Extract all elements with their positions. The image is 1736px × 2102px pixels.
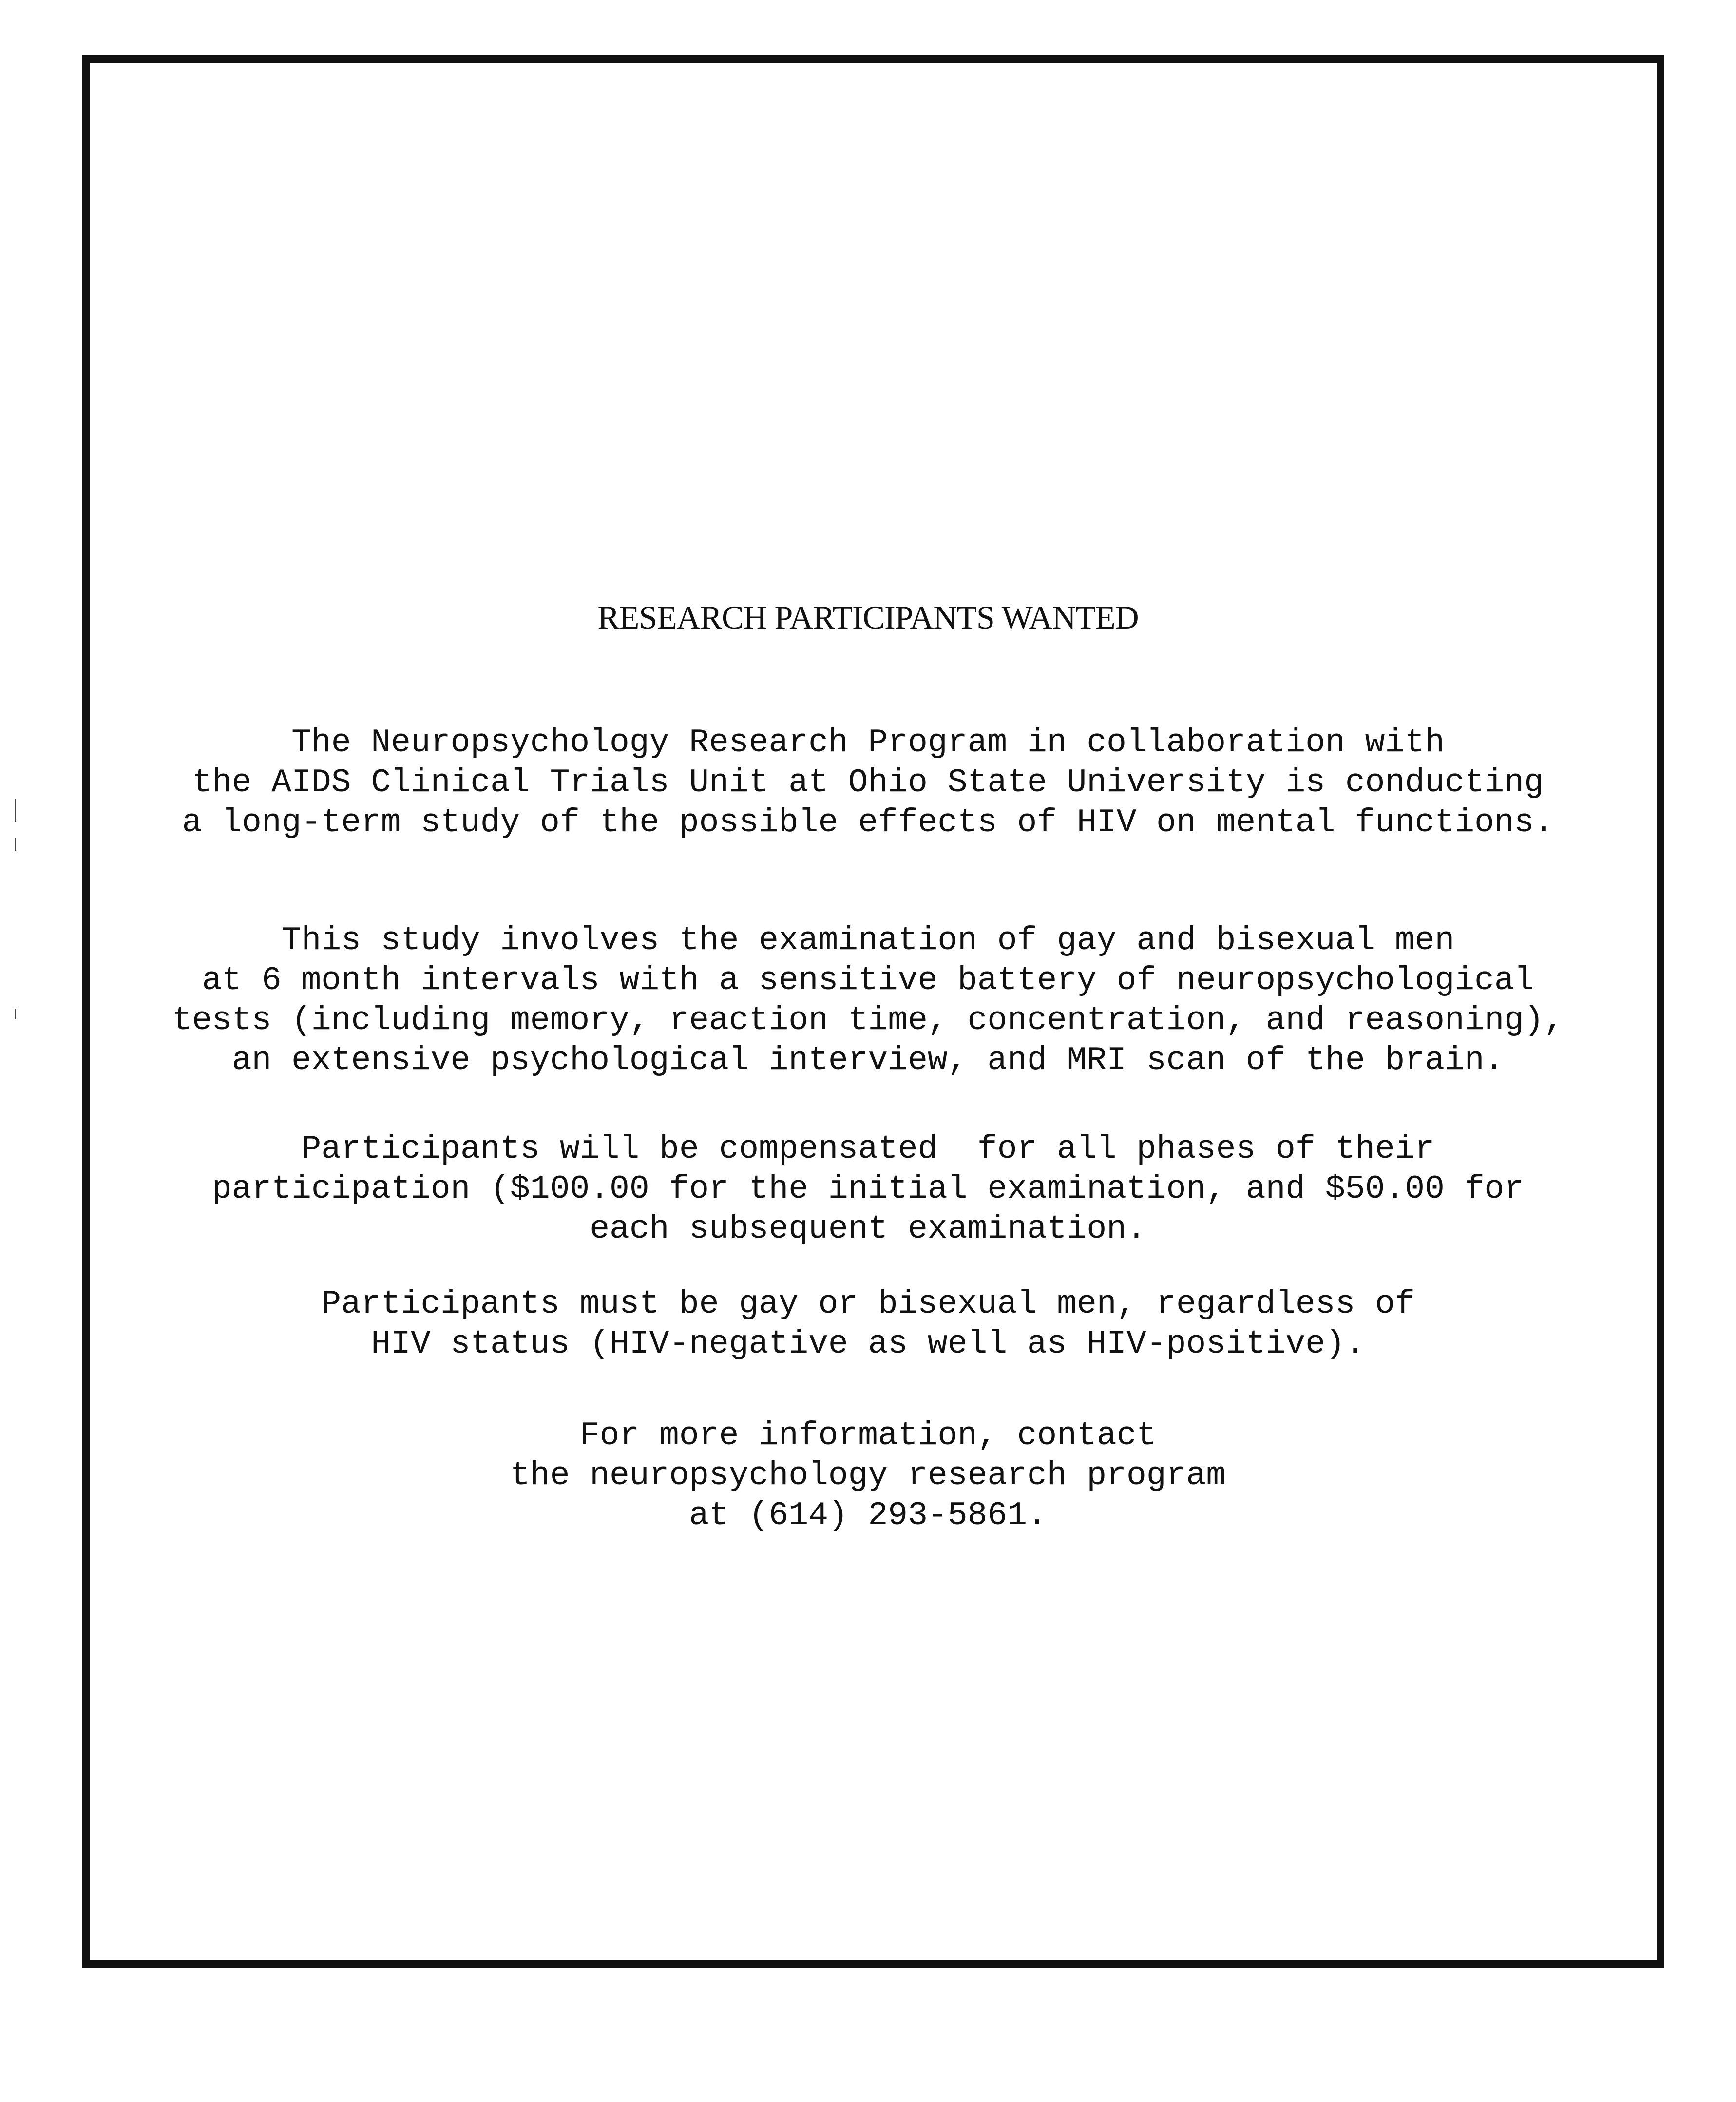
text-line: This study involves the examination of gay and bisexual men (281, 922, 1455, 959)
text-line: Participants must be gay or bisexual men, regardless of (321, 1285, 1415, 1323)
text-line: participation ($100.00 for the initial examination, and $50.00 for (211, 1170, 1525, 1208)
contact-phone: at (614) 293-5861. (689, 1497, 1047, 1534)
text-line: the neuropsychology research program (510, 1457, 1226, 1494)
text-line: a long-term study of the possible effects of HIV on mental functions. (182, 804, 1554, 841)
compensation-paragraph (0, 1129, 1736, 1249)
intro-paragraph (0, 723, 1736, 843)
contact-paragraph (0, 1416, 1736, 1536)
flyer-title: RESEARCH PARTICIPANTS WANTED (597, 599, 1139, 636)
text-line: an extensive psychological interview, and MRI scan of the brain. (231, 1042, 1505, 1079)
text-line: the AIDS Clinical Trials Unit at Ohio State University is conducting (192, 764, 1544, 802)
text-line: each subsequent examination. (590, 1210, 1146, 1248)
text-line: Participants will be compensated for all phases of their (301, 1130, 1435, 1168)
text-line: The Neuropsychology Research Program in collaboration with (291, 724, 1445, 762)
text-line: tests (including memory, reaction time, concentration, and reasoning), (172, 1002, 1564, 1039)
text-line: For more information, contact (579, 1417, 1157, 1454)
text-line: HIV status (HIV-negative as well as HIV-positive). (371, 1325, 1365, 1363)
study-description-paragraph (0, 921, 1736, 1081)
text-line: at 6 month intervals with a sensitive battery of neuropsychological (202, 962, 1534, 999)
eligibility-paragraph (0, 1284, 1736, 1364)
